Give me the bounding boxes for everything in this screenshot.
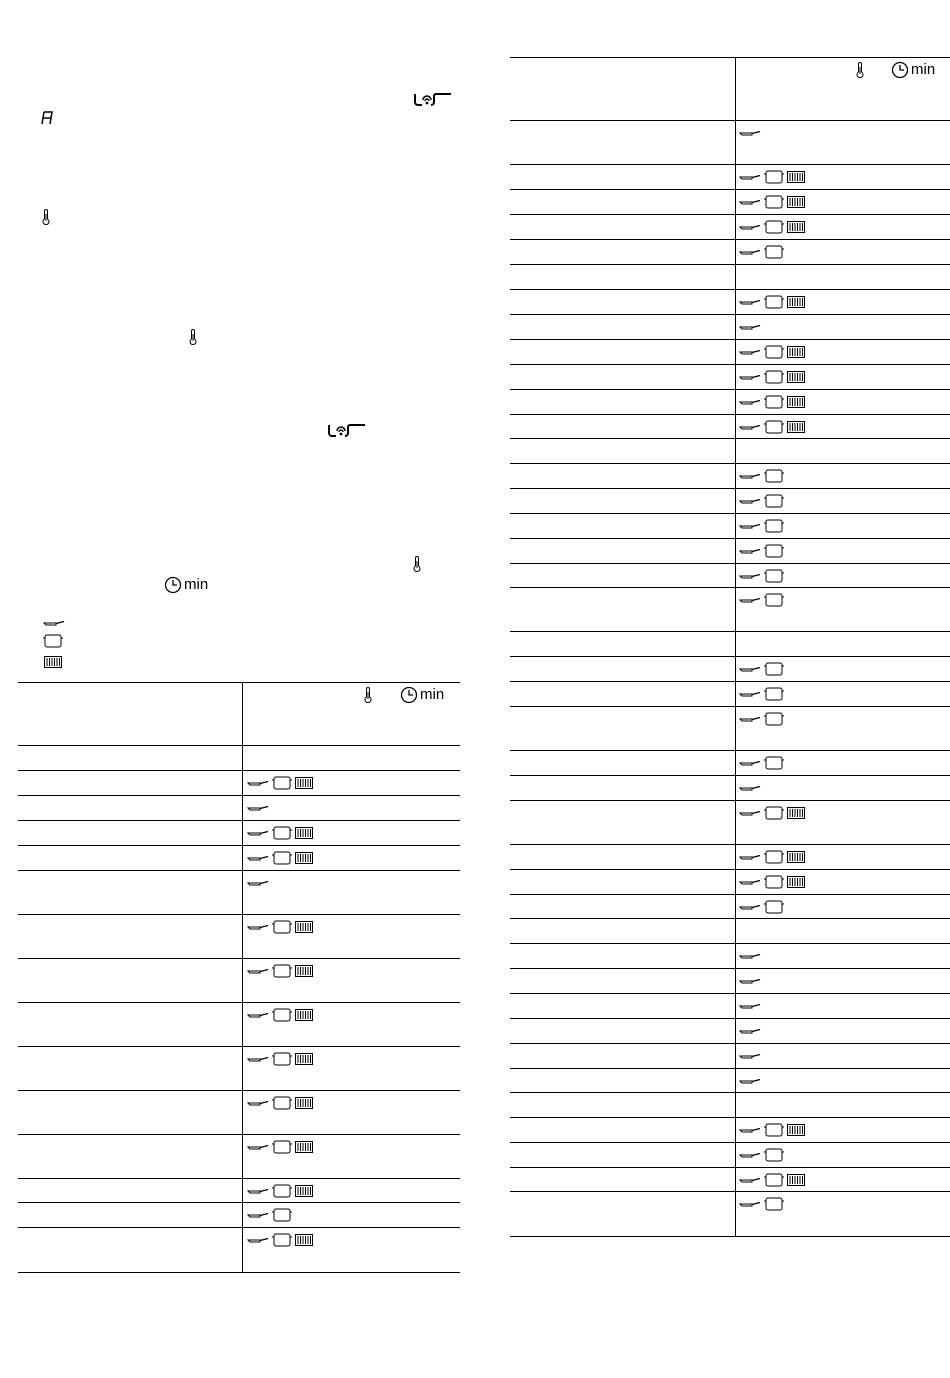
pot-icon (272, 920, 292, 934)
table-row (247, 1139, 313, 1155)
pot-icon (272, 1140, 292, 1154)
grill-icon (787, 807, 805, 819)
table-row-rule (18, 914, 460, 915)
pan-icon (739, 1027, 761, 1035)
table-row (739, 686, 784, 702)
thermometer-icon (856, 62, 864, 78)
table-row-rule (510, 1191, 950, 1192)
pot-icon (764, 195, 784, 209)
pan-icon (739, 853, 761, 861)
grill-icon (295, 777, 313, 789)
pan-icon (739, 472, 761, 480)
pot-icon (764, 519, 784, 533)
table-row (739, 518, 784, 534)
table-row-rule (18, 845, 460, 846)
table-row-rule (510, 656, 950, 657)
table-row (739, 543, 784, 559)
pan-icon (739, 223, 761, 231)
table-row-rule (18, 1178, 460, 1179)
grill-icon (787, 396, 805, 408)
pan-icon (247, 967, 269, 975)
table-row-rule (510, 993, 950, 994)
pan-icon (739, 373, 761, 381)
table-row-rule (510, 869, 950, 870)
grill-icon (295, 1097, 313, 1109)
table-row-rule (510, 463, 950, 464)
pan-icon (247, 829, 269, 837)
table-row (247, 875, 269, 891)
pan-icon (739, 690, 761, 698)
table-row-rule (510, 1167, 950, 1168)
pot-icon (764, 1148, 784, 1162)
table-row (739, 194, 805, 210)
table-row-rule (510, 120, 950, 121)
pan-icon (739, 665, 761, 673)
table-row-rule (510, 1068, 950, 1069)
pot-icon (764, 712, 784, 726)
pan-icon (247, 1211, 269, 1219)
table-row (739, 1122, 805, 1138)
pan-icon (739, 248, 761, 256)
pan-icon (247, 1236, 269, 1244)
table-row (739, 849, 805, 865)
table-row (739, 125, 761, 141)
grill-icon (295, 1234, 313, 1246)
table-row (247, 919, 313, 935)
pan-icon (739, 129, 761, 137)
table-row (739, 244, 784, 260)
table-row-rule (510, 414, 950, 415)
table-row (739, 294, 805, 310)
pan-icon (739, 809, 761, 817)
pan-icon (247, 1143, 269, 1151)
table-row (247, 1095, 313, 1111)
table-row (739, 973, 761, 989)
pot-icon (764, 687, 784, 701)
pan-icon (739, 198, 761, 206)
grill-icon (787, 346, 805, 358)
grill-icon (295, 852, 313, 864)
pan-icon (247, 854, 269, 862)
pot-icon (764, 245, 784, 259)
pan-icon (739, 1176, 761, 1184)
table-row-rule (18, 1202, 460, 1203)
pan-icon (739, 423, 761, 431)
pan-icon (739, 596, 761, 604)
table-row (739, 394, 805, 410)
table-row-rule (18, 745, 460, 746)
pan-icon (247, 1011, 269, 1019)
pot-icon (272, 1096, 292, 1110)
table-row (247, 800, 269, 816)
table-row-rule (510, 214, 950, 215)
frying-sensor-icon (327, 424, 367, 438)
table-row-rule (18, 1090, 460, 1091)
pan-icon (247, 879, 269, 887)
table-row-rule (510, 750, 950, 751)
table-row (739, 419, 805, 435)
table-row-rule (510, 943, 950, 944)
pot-icon (764, 875, 784, 889)
table-row (247, 963, 313, 979)
pan-icon (739, 903, 761, 911)
table-top-rule (18, 682, 460, 683)
pot-icon (764, 593, 784, 607)
pan-icon (739, 522, 761, 530)
table-row-rule (510, 339, 950, 340)
table-row (247, 1183, 313, 1199)
pot-icon (272, 826, 292, 840)
table-row-rule (18, 770, 460, 771)
grill-icon (295, 827, 313, 839)
table-row (739, 661, 784, 677)
table-row (739, 711, 784, 727)
grill-icon (787, 171, 805, 183)
table-row (739, 1073, 761, 1089)
pan-icon (739, 784, 761, 792)
pan-icon (739, 715, 761, 723)
table-row-rule (510, 587, 950, 588)
table-row-rule (510, 1142, 950, 1143)
grill-icon (787, 1124, 805, 1136)
table-row (247, 775, 313, 791)
pan-icon (739, 173, 761, 181)
pan-icon (739, 1002, 761, 1010)
table-row (739, 899, 784, 915)
table-row-rule (510, 513, 950, 514)
table-row (739, 998, 761, 1014)
pan-icon (739, 878, 761, 886)
clock-icon (891, 61, 909, 79)
minutes-label: min (420, 686, 445, 703)
table-row-rule (510, 775, 950, 776)
table-row-rule (510, 1236, 950, 1237)
clock-icon (164, 576, 182, 594)
table-row-rule (18, 1272, 460, 1273)
table-row-rule (18, 1227, 460, 1228)
table-top-rule (510, 57, 950, 58)
table-row-rule (510, 364, 950, 365)
pot-icon (272, 776, 292, 790)
table-row-rule (510, 438, 950, 439)
table-row (739, 1172, 805, 1188)
table-row-rule (510, 1043, 950, 1044)
pan-icon (247, 804, 269, 812)
grill-icon (44, 656, 62, 668)
pan-icon (739, 298, 761, 306)
table-row (739, 874, 805, 890)
table-row (247, 1232, 313, 1248)
thermometer-icon (413, 556, 421, 572)
pan-icon (739, 977, 761, 985)
table-row-rule (18, 1002, 460, 1003)
pot-icon (272, 1052, 292, 1066)
table-row (247, 1007, 313, 1023)
clock-icon (400, 686, 418, 704)
thermometer-icon (189, 329, 197, 345)
thermometer-icon (42, 209, 50, 225)
pot-icon (764, 850, 784, 864)
table-row (739, 592, 784, 608)
segment-display-a-icon (40, 110, 54, 126)
table-row-rule (18, 1046, 460, 1047)
grill-icon (295, 1053, 313, 1065)
minutes-label: min (911, 61, 936, 78)
table-row-rule (510, 800, 950, 801)
pan-icon (739, 348, 761, 356)
pot-icon (764, 1123, 784, 1137)
grill-icon (295, 1009, 313, 1021)
table-row (247, 850, 313, 866)
table-row-rule (510, 189, 950, 190)
grill-icon (787, 296, 805, 308)
pan-icon (247, 1187, 269, 1195)
table-row-rule (510, 538, 950, 539)
pot-icon (764, 569, 784, 583)
table-row (739, 780, 761, 796)
pan-icon (43, 619, 65, 627)
table-row (739, 219, 805, 235)
pan-icon (739, 497, 761, 505)
pan-icon (739, 759, 761, 767)
table-row-rule (510, 894, 950, 895)
table-row-rule (510, 631, 950, 632)
pot-icon (764, 370, 784, 384)
pan-icon (739, 572, 761, 580)
grill-icon (787, 421, 805, 433)
grill-icon (295, 1141, 313, 1153)
table-row-rule (510, 706, 950, 707)
grill-icon (295, 965, 313, 977)
table-row (739, 755, 784, 771)
table-row-rule (510, 918, 950, 919)
table-row (739, 1196, 784, 1212)
pot-icon (764, 420, 784, 434)
pan-icon (739, 1200, 761, 1208)
table-row (739, 169, 805, 185)
table-row-rule (510, 563, 950, 564)
pan-icon (739, 398, 761, 406)
table-row-rule (510, 239, 950, 240)
table-row (739, 805, 805, 821)
table-row-rule (510, 1092, 950, 1093)
column-separator (735, 57, 736, 1237)
table-row (247, 1207, 292, 1223)
pan-icon (247, 779, 269, 787)
pan-icon (247, 1055, 269, 1063)
pot-icon (764, 345, 784, 359)
pot-icon (764, 1173, 784, 1187)
table-row (247, 1051, 313, 1067)
pan-icon (739, 1151, 761, 1159)
table-row-rule (510, 289, 950, 290)
grill-icon (787, 851, 805, 863)
grill-icon (787, 221, 805, 233)
thermometer-icon (364, 687, 372, 703)
table-row (739, 369, 805, 385)
table-row-rule (510, 314, 950, 315)
table-row (739, 344, 805, 360)
pot-icon (764, 806, 784, 820)
pan-icon (739, 1052, 761, 1060)
grill-icon (787, 371, 805, 383)
frying-sensor-icon (413, 93, 453, 107)
table-row-rule (510, 1018, 950, 1019)
table-row-rule (510, 681, 950, 682)
table-row (739, 1048, 761, 1064)
pan-icon (247, 923, 269, 931)
table-row-rule (510, 844, 950, 845)
table-row (739, 493, 784, 509)
table-row-rule (510, 264, 950, 265)
pot-icon (764, 295, 784, 309)
pot-icon (272, 851, 292, 865)
table-row-rule (18, 820, 460, 821)
table-row-rule (510, 164, 950, 165)
pan-icon (739, 547, 761, 555)
table-row (739, 1147, 784, 1163)
pot-icon (764, 544, 784, 558)
pot-icon (764, 756, 784, 770)
pot-icon (764, 170, 784, 184)
table-row-rule (510, 1117, 950, 1118)
pot-icon (43, 634, 63, 648)
table-row (739, 568, 784, 584)
pan-icon (739, 1126, 761, 1134)
table-row (739, 468, 784, 484)
table-row-rule (510, 488, 950, 489)
grill-icon (295, 921, 313, 933)
table-row-rule (510, 968, 950, 969)
table-row-rule (18, 1134, 460, 1135)
table-row-rule (510, 389, 950, 390)
pan-icon (739, 952, 761, 960)
pot-icon (272, 1184, 292, 1198)
pot-icon (272, 1008, 292, 1022)
pot-icon (764, 662, 784, 676)
table-row-rule (18, 958, 460, 959)
pot-icon (764, 395, 784, 409)
grill-icon (787, 876, 805, 888)
minutes-label: min (184, 576, 209, 593)
grill-icon (787, 196, 805, 208)
grill-icon (295, 1185, 313, 1197)
table-row-rule (18, 795, 460, 796)
pan-icon (247, 1099, 269, 1107)
pan-icon (739, 1077, 761, 1085)
pan-icon (739, 323, 761, 331)
pot-icon (764, 900, 784, 914)
table-row (739, 948, 761, 964)
grill-icon (787, 1174, 805, 1186)
pot-icon (764, 494, 784, 508)
pot-icon (764, 1197, 784, 1211)
table-row-rule (18, 870, 460, 871)
pot-icon (764, 220, 784, 234)
pot-icon (764, 469, 784, 483)
table-row (247, 825, 313, 841)
pot-icon (272, 1233, 292, 1247)
table-row (739, 1023, 761, 1039)
pot-icon (272, 964, 292, 978)
pot-icon (272, 1208, 292, 1222)
table-row (739, 319, 761, 335)
